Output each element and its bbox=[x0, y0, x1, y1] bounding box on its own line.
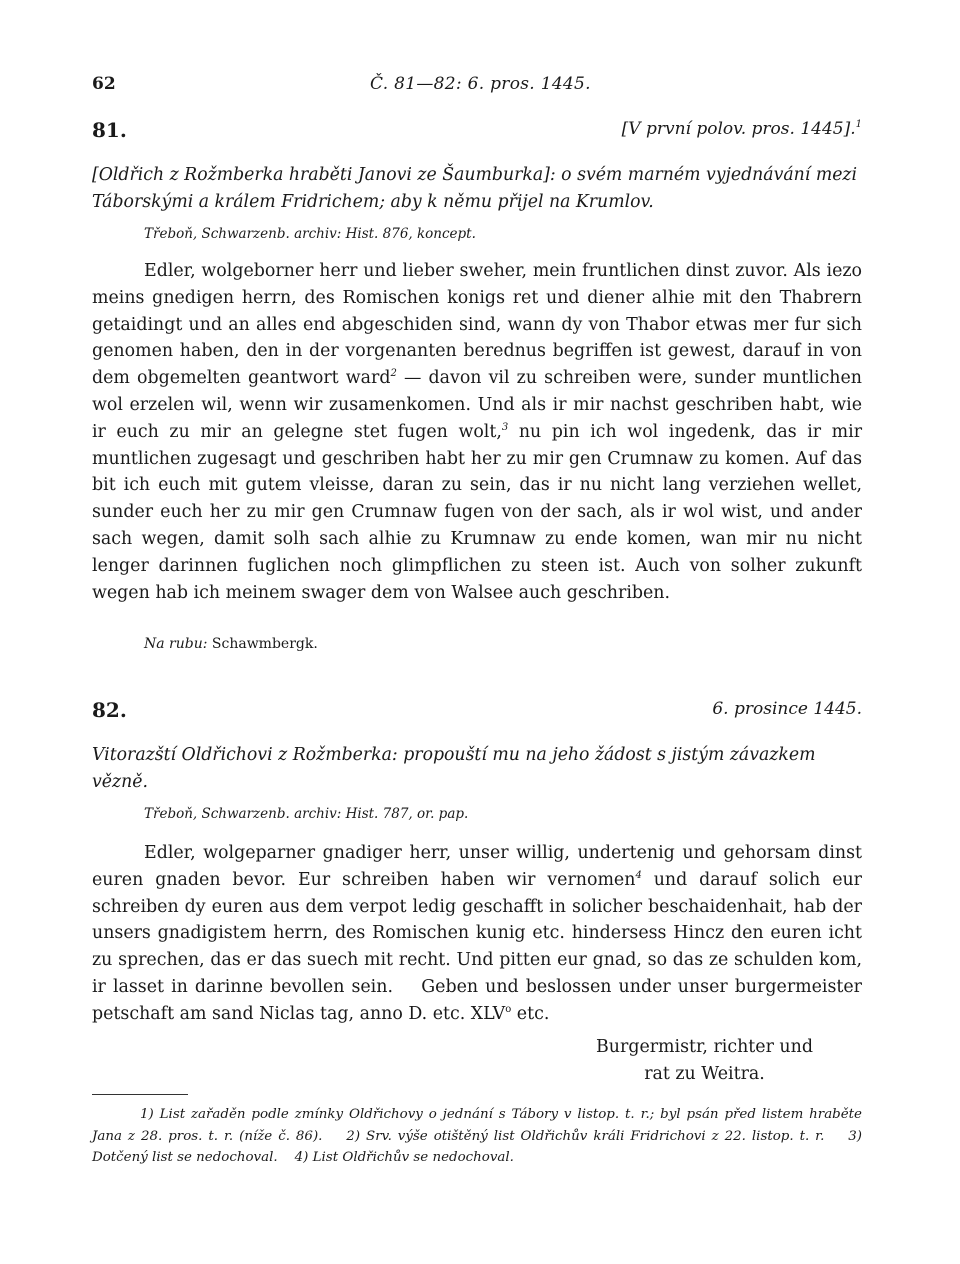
doc-82-text-a: Edler, wolgeparner gnadiger herr, unser willig, undertenig und gehorsam dinst euren gnaden bevor. Eur schreiben haben wir vernomen bbox=[92, 843, 862, 890]
signature-line-1: Burgermistr, richter und bbox=[596, 1037, 813, 1057]
signature-line-2: rat zu Weitra. bbox=[644, 1063, 765, 1084]
doc-82-date: 6. prosince 1445. bbox=[712, 699, 862, 719]
doc-81-source: Třeboň, Schwarzenb. archiv: Hist. 876, koncept. bbox=[144, 226, 476, 242]
doc-82-number: 82. bbox=[92, 698, 127, 722]
superscript-o: o bbox=[505, 1003, 512, 1015]
doc-81-text-b: — davon vil zu schreiben were, sunder muntlichen wol erzelen wil, wenn wir zusamenkomen. Und als ir mir nachst geschriben habt, wie ir euch zu mir an gelegne stet fugen wolt, bbox=[92, 368, 862, 442]
doc-81-summary: [Oldřich z Rožmberka hraběti Janovi ze Šaumburka]: o svém marném vyjednávání mezi Táborskými a králem Fridrichem; aby k němu přijel na Krumlov. bbox=[92, 165, 858, 212]
doc-82-body bbox=[92, 840, 868, 1028]
endorsement-text: Schawmbergk. bbox=[211, 636, 318, 652]
footnote-divider bbox=[92, 1094, 188, 1095]
doc-82-signature bbox=[592, 1034, 817, 1088]
endorsement-label: Na rubu: bbox=[144, 636, 208, 652]
footnote-ref-2: 2 bbox=[390, 368, 397, 380]
doc-82-source: Třeboň, Schwarzenb. archiv: Hist. 787, or. pap. bbox=[144, 806, 469, 822]
doc-81-date bbox=[622, 119, 862, 139]
doc-81-body bbox=[92, 258, 862, 606]
doc-81-date-footnote-ref: 1 bbox=[855, 119, 862, 130]
footnote-ref-3: 3 bbox=[501, 421, 509, 433]
doc-82-summary: Vitorazští Oldřichovi z Rožmberka: propouští mu na jeho žádost s jistým závazkem vězně. bbox=[92, 745, 816, 792]
running-head: Č. 81—82: 6. pros. 1445. bbox=[370, 74, 591, 94]
doc-81-number: 81. bbox=[92, 118, 127, 142]
doc-82-text-b: und darauf solich eur schreiben dy euren aus dem verpot ledig geschafft in solicher beschaidenhait, hab der unsers gnadigistem herrn, des Romischen kunig etc. hindersess Hincz den euren icht zu sprechen, das er das suech mit recht. Und pitten eur gnad, so das ze schulden kom, ir lasset in darinne bevollen sein. Geben und beslossen under unser burgermeister petschaft am sand Niclas tag, anno D. etc. XLV bbox=[92, 869, 868, 1024]
doc-81-date-text: [V první polov. pros. 1445]. bbox=[621, 119, 856, 139]
doc-81-text-a: Edler, wolgeborner herr und lieber sweher, mein fruntlichen dinst zuvor. Als iezo meins gnedigen herrn, des Romischen konigs ret und diener alhie mit den Thabrern getaidingt und an alles end abgeschiden sind, wann dy von Thabor etwas mer fur sich genomen haben, den in der vorgenanten berednus begriffen ist gewest, darauf in von dem obgemelten geantwort ward bbox=[92, 261, 862, 389]
doc-81-endorsement bbox=[144, 636, 318, 652]
footnote-ref-4: 4 bbox=[635, 869, 642, 881]
footnotes: 1) List zařaděn podle zmínky Oldřichovy o jednání s Tábory v listop. t. r.; byl psán před listem hraběte Jana z 28. pros. t. r. (níže č. 86). 2) Srv. výše otištěný list Oldřichův králi Fridrichovi z 22. listop. t. r. 3) Dotčený list se nedochoval. 4) List Oldřichův se nedochoval. bbox=[92, 1107, 867, 1165]
doc-82-text-c: etc. bbox=[511, 1003, 550, 1024]
page-number: 62 bbox=[92, 74, 116, 94]
doc-81-text-c: nu pin ich wol ingedenk, das ir mir muntlichen zugesagt und geschriben habt her zu mir gen Crumnaw zu komen. Auf das bit ich euch mit gutem vleisse, daran zu sein, das ir nu nicht lang verziehen wellet, sunder euch her zu mir gen Crumnaw fugen von der sach, als ir wol wist, und ander sach wegen, damit solh sach alhie zu Krumnaw zu ende komen, wan mir nu nicht lenger darinnen fuglichen noch glimpflichen zu steen ist. Auch von solher zukunft wegen hab ich meinem swager dem von Walsee auch geschriben. bbox=[92, 421, 863, 603]
